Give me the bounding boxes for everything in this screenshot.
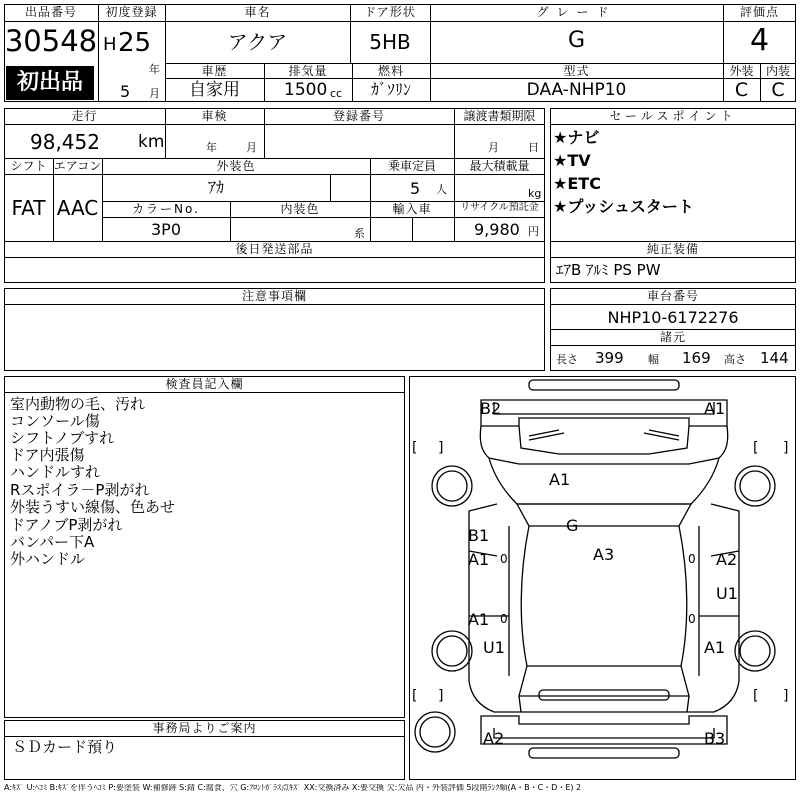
length-label: 長さ <box>556 353 578 366</box>
car-name: アクア <box>227 30 288 54</box>
rear-plate-bar <box>529 748 679 758</box>
history: 自家用 <box>189 80 240 100</box>
divider <box>4 392 405 393</box>
inspector-label: 検査員記入欄 <box>165 377 244 391</box>
mileage-label: 走行 <box>71 109 98 123</box>
legend: A:ｷｽﾞ U:ﾍｺﾐ B:ｷｽﾞを伴うﾍｺﾐ P:要塗装 W:補修跡 S:錆 C:腐食、穴 G:ﾌﾛﾝﾄｶﾞﾗｽ点ｷｽﾞ XX:交換済み X:要交換 欠:欠品 内・外装評価 5段階ﾗﾝｸ順(A・B・C・D・E) 2 <box>4 784 582 792</box>
damage-mark: A2 <box>483 729 505 748</box>
score-label: 評価点 <box>739 5 779 19</box>
front-grille-bar <box>529 380 679 390</box>
color-number: 3P0 <box>150 220 181 239</box>
office-message: ＳＤカード預り <box>12 738 118 756</box>
width: 169 <box>682 349 711 367</box>
reg-year: 25 <box>118 28 152 58</box>
divider <box>4 174 545 175</box>
divider <box>4 21 796 22</box>
damage-mark: A2 <box>716 550 738 569</box>
int-grade-label: 内装 <box>765 64 790 78</box>
capacity-label: 乗車定員 <box>387 159 436 173</box>
wheel-front-right-inner <box>740 471 770 501</box>
width-label: 幅 <box>648 353 659 366</box>
score: 4 <box>749 23 770 58</box>
damage-mark: B3 <box>704 729 726 748</box>
spare-wheel-inner <box>420 717 450 747</box>
divider <box>412 217 413 241</box>
inspector-item: Rスポイラ－P剥がれ <box>10 481 150 499</box>
wheel-rear-left-inner <box>437 636 467 666</box>
damage-mark: A1 <box>468 550 490 569</box>
load-unit: kg <box>528 187 542 200</box>
divider <box>330 174 331 201</box>
diagram-bracket: ] <box>438 688 444 704</box>
ext-grade: C <box>734 79 749 101</box>
headlamp-marks <box>529 430 679 440</box>
diagram-bracket: [ <box>412 688 418 704</box>
later-parts-label: 後日発送部品 <box>235 242 314 256</box>
shift-label: シフト <box>10 159 47 173</box>
diagram-zero: 0 <box>500 552 508 566</box>
damage-mark: B1 <box>468 526 490 545</box>
wheel-rear-right <box>735 631 775 671</box>
car-name-label: 車名 <box>244 5 271 19</box>
divider <box>4 257 545 258</box>
damage-mark: A1 <box>704 638 726 657</box>
wheel-front-left-inner <box>437 471 467 501</box>
divider <box>4 304 545 305</box>
fuel-label: 燃料 <box>377 64 404 78</box>
colorno-label: カラーNo. <box>132 202 200 216</box>
divider <box>165 63 723 64</box>
month-unit: 月 <box>149 87 160 100</box>
front-fender-line <box>480 426 727 464</box>
wheel-rear-right-inner <box>740 636 770 666</box>
divider <box>102 217 545 218</box>
height-label: 高さ <box>724 353 746 366</box>
load-label: 最大積載量 <box>469 159 530 173</box>
inspector-item: 外ハンドル <box>10 550 86 568</box>
inspector-item: ドアノブP剥がれ <box>10 516 123 534</box>
lot-number: 30548 <box>4 24 98 58</box>
damage-mark: B2 <box>480 399 502 418</box>
disp-unit: cc <box>330 87 343 100</box>
inspector-item: ドア内張傷 <box>10 446 85 464</box>
mileage: 98,452 <box>30 130 100 154</box>
rear-garnish <box>539 690 669 700</box>
right-mirror-area <box>711 504 739 556</box>
capacity-unit: 人 <box>436 183 447 196</box>
door-label: ドア形状 <box>364 5 416 19</box>
damage-mark: A1 <box>468 610 490 629</box>
int-grade: C <box>771 79 785 101</box>
sales-point: ★ナビ <box>553 128 600 147</box>
sales-point: ★TV <box>553 151 591 170</box>
fuel: ｶﾞｿﾘﾝ <box>370 80 411 99</box>
diagram-bracket: [ <box>412 440 418 456</box>
spare-wheel <box>415 712 455 752</box>
diagram-bracket: [ <box>753 688 759 704</box>
inspection-month-unit: 月 <box>246 141 257 154</box>
model-code: DAA-NHP10 <box>526 80 627 100</box>
chassis-label: 車台番号 <box>646 289 699 303</box>
notes-label: 注意事項欄 <box>241 289 307 303</box>
divider <box>98 4 99 102</box>
trunk-lines <box>519 696 689 712</box>
inspector-item: 室内動物の毛、汚れ <box>10 395 146 413</box>
diagram-zero: 0 <box>688 612 696 626</box>
height: 144 <box>760 349 789 367</box>
interior-color-label: 内装色 <box>280 202 320 216</box>
divider <box>550 124 796 125</box>
damage-mark: G <box>566 516 579 535</box>
diagram-bracket: ] <box>783 440 789 456</box>
diagram-bracket: ] <box>438 440 444 456</box>
sales-point: ★ETC <box>553 174 601 193</box>
color-label: 外装色 <box>216 159 256 173</box>
wheel-front-left <box>432 466 472 506</box>
wheel-front-right <box>735 466 775 506</box>
damage-mark: U1 <box>483 638 505 657</box>
diagram-zero: 0 <box>688 552 696 566</box>
recycle-deposit: 9,980 <box>474 220 520 239</box>
air-conditioner: AAC <box>56 196 99 220</box>
sales-point: ★プッシュスタート <box>553 197 694 216</box>
diagram-bracket: [ <box>753 440 759 456</box>
year-unit: 年 <box>149 63 160 76</box>
damage-mark: A1 <box>549 470 571 489</box>
hood-upper <box>519 426 689 454</box>
recycle-unit: 円 <box>528 225 539 238</box>
interior-color-unit: 系 <box>354 227 365 240</box>
reg-label: 初度登録 <box>105 5 158 19</box>
hood <box>489 458 719 504</box>
ext-grade-label: 外装 <box>729 64 754 78</box>
inspector-item: ハンドルすれ <box>10 463 101 481</box>
damage-mark: U1 <box>716 584 738 603</box>
rear-bumper <box>481 716 727 744</box>
model-label: 型式 <box>563 64 590 78</box>
first-listing-badge <box>6 66 94 100</box>
inspector-item: シフトノブすれ <box>10 429 115 447</box>
damage-mark: A1 <box>704 399 726 418</box>
divider <box>165 78 723 79</box>
inspector-item: バンパー下A <box>10 533 95 551</box>
damage-mark: A3 <box>593 545 615 564</box>
diagram-bracket: ] <box>783 688 789 704</box>
rear-window <box>519 666 689 696</box>
front-bumper <box>481 400 727 426</box>
transfer-label: 譲渡書類期限 <box>463 109 536 123</box>
disp-label: 排気量 <box>288 64 328 78</box>
chassis-number: NHP10-6172276 <box>607 308 739 327</box>
divider <box>550 304 796 305</box>
recycle-label: リサイクル預託金 <box>460 202 539 213</box>
length: 399 <box>595 349 624 367</box>
reg-month: 5 <box>120 82 131 101</box>
divider <box>4 124 545 125</box>
wheel-rear-left <box>432 631 472 671</box>
first-listing-text: 初出品 <box>16 70 83 95</box>
divider <box>550 345 796 346</box>
transfer-month-unit: 月 <box>488 141 499 154</box>
regno-label: 登録番号 <box>332 109 385 123</box>
dims-label: 諸元 <box>659 330 686 344</box>
inspector-item: 外装うすい線傷、色あせ <box>10 498 176 516</box>
mileage-unit: km <box>138 132 165 152</box>
car-diagram <box>409 376 796 780</box>
lot-label: 出品番号 <box>24 5 77 19</box>
windshield <box>517 504 691 526</box>
history-label: 車歴 <box>201 64 228 78</box>
front-bumper-inner <box>494 402 714 414</box>
inspection-label: 車検 <box>201 109 228 123</box>
displacement: 1500 <box>284 80 328 100</box>
ac-label: エアコン <box>53 159 102 173</box>
shift: FAT <box>11 196 46 220</box>
sales-points-label: セールスポイント <box>609 109 737 123</box>
equipment-label: 純正装備 <box>646 242 699 256</box>
grade-label: グレード <box>536 5 617 19</box>
divider <box>550 257 796 258</box>
office-label: 事務局よりご案内 <box>152 721 257 735</box>
divider <box>4 736 405 737</box>
rear-bumper-inner <box>494 728 714 738</box>
exterior-color: ｱｶ <box>207 178 224 197</box>
grade: G <box>567 28 586 53</box>
import-label: 輸入車 <box>392 202 432 216</box>
equipment-value: ｴｱB ｱﾙﾐ PS PW <box>556 261 661 279</box>
inspector-item: コンソール傷 <box>10 412 100 430</box>
transfer-day-unit: 日 <box>528 141 539 154</box>
diagram-zero: 0 <box>500 612 508 626</box>
door-type: 5HB <box>369 30 411 54</box>
capacity: 5 <box>410 179 421 198</box>
inspection-year-unit: 年 <box>206 141 217 154</box>
era: H <box>103 34 117 55</box>
